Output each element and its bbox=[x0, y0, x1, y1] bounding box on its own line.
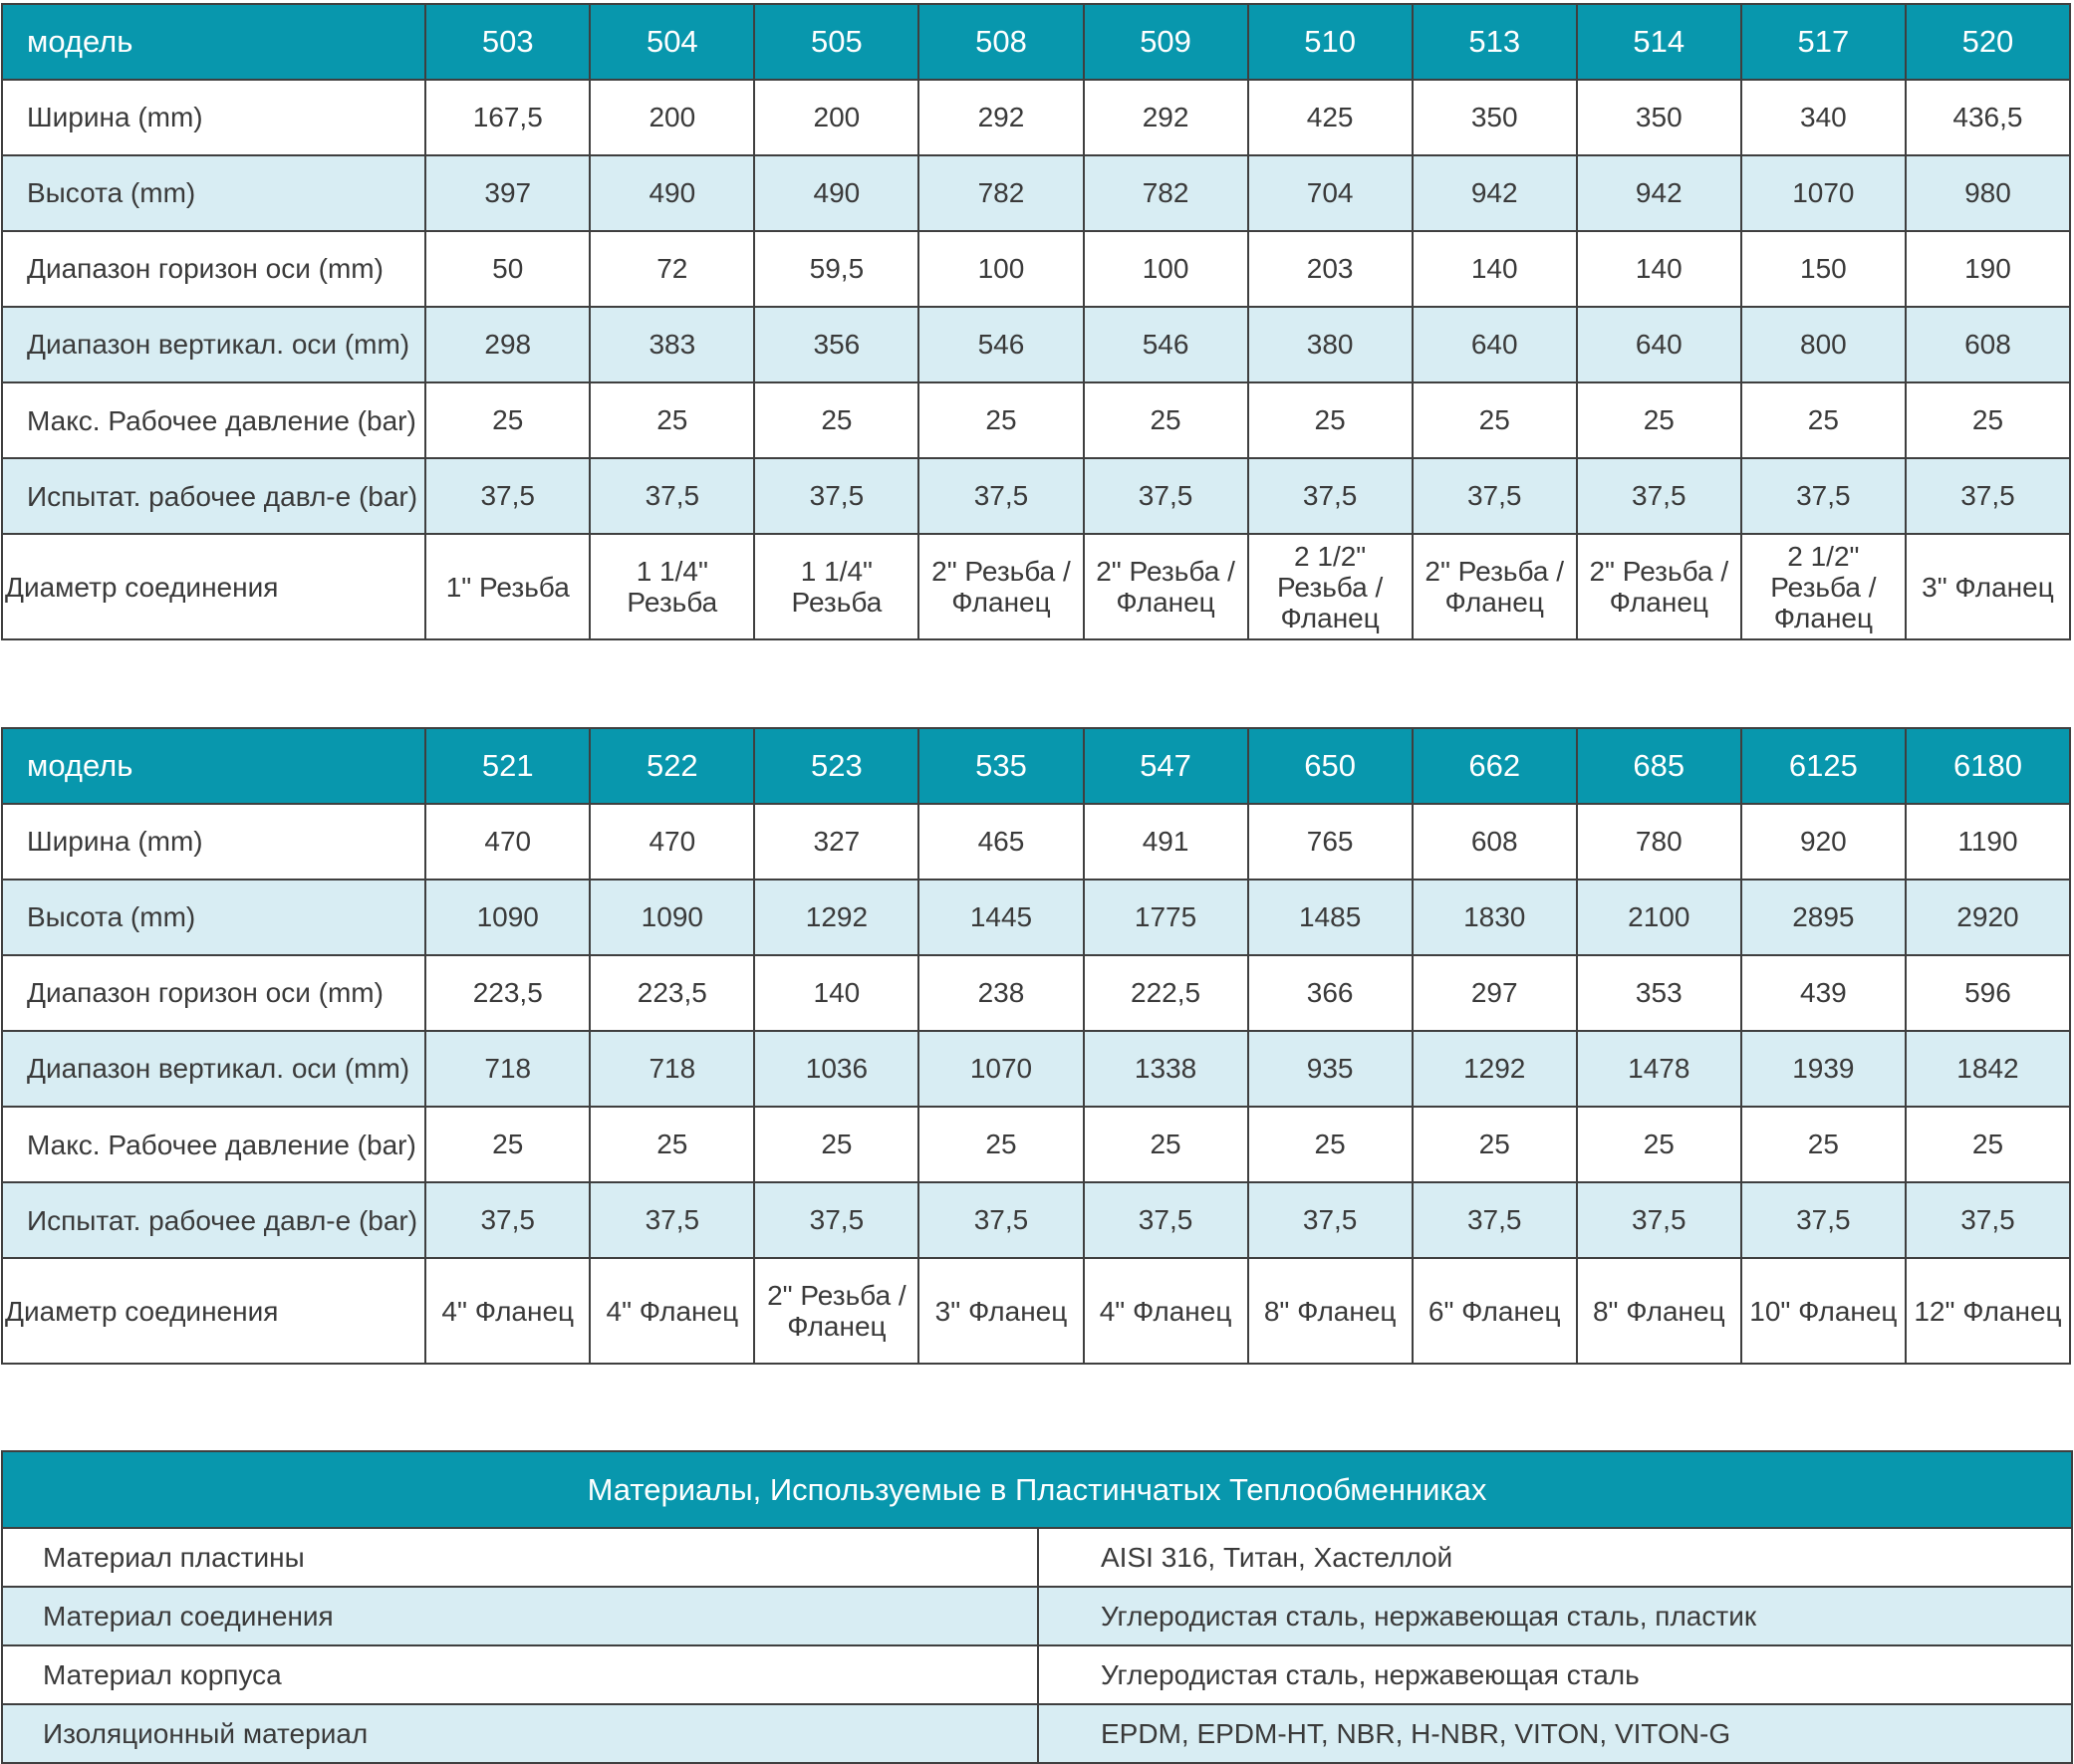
spec-cell: 942 bbox=[1577, 155, 1741, 231]
spec-cell: 37,5 bbox=[918, 458, 1083, 534]
spec-cell: 1" Резьба bbox=[425, 534, 590, 639]
spec-cell: 200 bbox=[754, 80, 918, 155]
materials-row-label: Изоляционный материал bbox=[2, 1704, 1038, 1763]
spec-cell: 3" Фланец bbox=[1906, 534, 2070, 639]
spec-cell: 25 bbox=[1577, 382, 1741, 458]
spec-cell: 10" Фланец bbox=[1741, 1258, 1906, 1364]
spec-cell: 2" Резьба / Фланец bbox=[754, 1258, 918, 1364]
spec-cell: 4" Фланец bbox=[425, 1258, 590, 1364]
materials-row-value: Углеродистая сталь, нержавеющая сталь bbox=[1038, 1645, 2072, 1704]
spec-cell: 640 bbox=[1413, 307, 1577, 382]
spec-cell: 37,5 bbox=[1413, 1182, 1577, 1258]
spec-cell: 25 bbox=[918, 382, 1083, 458]
spec-row bbox=[2, 804, 2070, 880]
spec-cell: 12" Фланец bbox=[1906, 1258, 2070, 1364]
spec-cell: 37,5 bbox=[1248, 1182, 1413, 1258]
spec-cell: 546 bbox=[1084, 307, 1248, 382]
spec-cell: 25 bbox=[425, 382, 590, 458]
spec-table-2 bbox=[1, 727, 2071, 1365]
spec-cell: 37,5 bbox=[1084, 1182, 1248, 1258]
spec-cell: 190 bbox=[1906, 231, 2070, 307]
spec-cell: 50 bbox=[425, 231, 590, 307]
spec-cell: 1190 bbox=[1906, 804, 2070, 880]
spec-cell: 470 bbox=[590, 804, 754, 880]
spec-cell: 465 bbox=[918, 804, 1083, 880]
spec-cell: 25 bbox=[425, 1107, 590, 1182]
spec-cell: 1775 bbox=[1084, 880, 1248, 955]
spec-cell: 1036 bbox=[754, 1031, 918, 1107]
spec-cell: 37,5 bbox=[590, 458, 754, 534]
spec-cell: 608 bbox=[1413, 804, 1577, 880]
spec-cell: 37,5 bbox=[590, 1182, 754, 1258]
spec-cell: 37,5 bbox=[754, 458, 918, 534]
spec-row bbox=[2, 1258, 2070, 1364]
spec-row-label: Высота (mm) bbox=[2, 880, 425, 955]
spec-cell: 439 bbox=[1741, 955, 1906, 1031]
spec-cell: 297 bbox=[1413, 955, 1577, 1031]
spec-cell: 25 bbox=[1906, 382, 2070, 458]
spec-cell: 37,5 bbox=[1413, 458, 1577, 534]
model-number: 520 bbox=[1906, 4, 2070, 80]
materials-row-value: EPDM, EPDM-HT, NBR, H-NBR, VITON, VITON-G bbox=[1038, 1704, 2072, 1763]
spec-cell: 490 bbox=[590, 155, 754, 231]
spec-cell: 25 bbox=[1084, 1107, 1248, 1182]
spec-cell: 2" Резьба / Фланец bbox=[1413, 534, 1577, 639]
spec-cell: 25 bbox=[1248, 382, 1413, 458]
spec-row-label: Ширина (mm) bbox=[2, 804, 425, 880]
spec-cell: 100 bbox=[1084, 231, 1248, 307]
spec-cell: 596 bbox=[1906, 955, 2070, 1031]
spec-row-label: Диапазон вертикал. оси (mm) bbox=[2, 307, 425, 382]
spec-cell: 2100 bbox=[1577, 880, 1741, 955]
spec-cell: 1485 bbox=[1248, 880, 1413, 955]
spec-cell: 25 bbox=[590, 1107, 754, 1182]
model-number: 522 bbox=[590, 728, 754, 804]
spec-cell: 1842 bbox=[1906, 1031, 2070, 1107]
model-number: 662 bbox=[1413, 728, 1577, 804]
spec-cell: 222,5 bbox=[1084, 955, 1248, 1031]
spec-row bbox=[2, 307, 2070, 382]
spec-cell: 2" Резьба / Фланец bbox=[918, 534, 1083, 639]
spec-cell: 350 bbox=[1413, 80, 1577, 155]
model-number: 505 bbox=[754, 4, 918, 80]
spec-cell: 425 bbox=[1248, 80, 1413, 155]
spec-cell: 3" Фланец bbox=[918, 1258, 1083, 1364]
spec-cell: 140 bbox=[754, 955, 918, 1031]
spec-cell: 25 bbox=[1413, 382, 1577, 458]
spec-row bbox=[2, 382, 2070, 458]
spec-cell: 59,5 bbox=[754, 231, 918, 307]
spec-cell: 25 bbox=[1248, 1107, 1413, 1182]
spec-row-label: Диапазон горизон оси (mm) bbox=[2, 955, 425, 1031]
materials-row bbox=[2, 1645, 2072, 1704]
spec-cell: 37,5 bbox=[1741, 458, 1906, 534]
spec-cell: 37,5 bbox=[1577, 458, 1741, 534]
spec-cell: 780 bbox=[1577, 804, 1741, 880]
spec-cell: 1830 bbox=[1413, 880, 1577, 955]
spec-row bbox=[2, 1107, 2070, 1182]
spec-row-label: Высота (mm) bbox=[2, 155, 425, 231]
model-number: 650 bbox=[1248, 728, 1413, 804]
materials-row bbox=[2, 1704, 2072, 1763]
spec-cell: 37,5 bbox=[1084, 458, 1248, 534]
spec-cell: 935 bbox=[1248, 1031, 1413, 1107]
spec-cell: 37,5 bbox=[1906, 1182, 2070, 1258]
spec-row-label: Диапазон вертикал. оси (mm) bbox=[2, 1031, 425, 1107]
spec-cell: 920 bbox=[1741, 804, 1906, 880]
model-number: 523 bbox=[754, 728, 918, 804]
spec-row-label: Испытат. рабочее давл-е (bar) bbox=[2, 458, 425, 534]
spec-cell: 8" Фланец bbox=[1577, 1258, 1741, 1364]
spec-row bbox=[2, 955, 2070, 1031]
spec-cell: 2 1/2" Резьба / Фланец bbox=[1248, 534, 1413, 639]
spec-cell: 350 bbox=[1577, 80, 1741, 155]
spec-cell: 140 bbox=[1413, 231, 1577, 307]
spec-cell: 356 bbox=[754, 307, 918, 382]
spec-row-label: Диаметр соединения bbox=[2, 534, 425, 639]
spec-cell: 2920 bbox=[1906, 880, 2070, 955]
spec-cell: 1292 bbox=[1413, 1031, 1577, 1107]
spec-cell: 167,5 bbox=[425, 80, 590, 155]
spec-cell: 2895 bbox=[1741, 880, 1906, 955]
model-number: 503 bbox=[425, 4, 590, 80]
model-header-row bbox=[2, 728, 2070, 804]
spec-cell: 37,5 bbox=[1741, 1182, 1906, 1258]
model-number: 510 bbox=[1248, 4, 1413, 80]
spec-row bbox=[2, 458, 2070, 534]
spec-cell: 223,5 bbox=[425, 955, 590, 1031]
spec-cell: 25 bbox=[1084, 382, 1248, 458]
spec-cell: 25 bbox=[1741, 1107, 1906, 1182]
spec-cell: 6" Фланец bbox=[1413, 1258, 1577, 1364]
spec-cell: 942 bbox=[1413, 155, 1577, 231]
spec-cell: 704 bbox=[1248, 155, 1413, 231]
spec-cell: 1478 bbox=[1577, 1031, 1741, 1107]
spec-row bbox=[2, 155, 2070, 231]
spec-row bbox=[2, 880, 2070, 955]
spec-cell: 546 bbox=[918, 307, 1083, 382]
spec-cell: 800 bbox=[1741, 307, 1906, 382]
spec-row-label: Макс. Рабочее давление (bar) bbox=[2, 1107, 425, 1182]
spec-row bbox=[2, 80, 2070, 155]
materials-row-label: Материал корпуса bbox=[2, 1645, 1038, 1704]
spec-cell: 340 bbox=[1741, 80, 1906, 155]
spec-cell: 1338 bbox=[1084, 1031, 1248, 1107]
spec-cell: 1090 bbox=[425, 880, 590, 955]
spec-cell: 25 bbox=[590, 382, 754, 458]
spec-cell: 223,5 bbox=[590, 955, 754, 1031]
spec-cell: 25 bbox=[1741, 382, 1906, 458]
model-number: 508 bbox=[918, 4, 1083, 80]
spec-cell: 470 bbox=[425, 804, 590, 880]
spec-cell: 37,5 bbox=[425, 1182, 590, 1258]
spec-cell: 640 bbox=[1577, 307, 1741, 382]
spec-cell: 765 bbox=[1248, 804, 1413, 880]
spec-cell: 380 bbox=[1248, 307, 1413, 382]
spec-cell: 203 bbox=[1248, 231, 1413, 307]
spec-cell: 366 bbox=[1248, 955, 1413, 1031]
spec-cell: 782 bbox=[1084, 155, 1248, 231]
spec-row bbox=[2, 534, 2070, 639]
spec-cell: 2" Резьба / Фланец bbox=[1084, 534, 1248, 639]
spec-cell: 718 bbox=[590, 1031, 754, 1107]
spec-cell: 37,5 bbox=[918, 1182, 1083, 1258]
spec-cell: 37,5 bbox=[1577, 1182, 1741, 1258]
spec-cell: 2" Резьба / Фланец bbox=[1577, 534, 1741, 639]
model-number: 535 bbox=[918, 728, 1083, 804]
spec-row bbox=[2, 231, 2070, 307]
model-number: 6125 bbox=[1741, 728, 1906, 804]
spec-cell: 72 bbox=[590, 231, 754, 307]
model-number: 685 bbox=[1577, 728, 1741, 804]
spec-cell: 140 bbox=[1577, 231, 1741, 307]
spec-row-label: Макс. Рабочее давление (bar) bbox=[2, 382, 425, 458]
spec-cell: 1070 bbox=[1741, 155, 1906, 231]
spec-cell: 1090 bbox=[590, 880, 754, 955]
model-header-row bbox=[2, 4, 2070, 80]
spec-row bbox=[2, 1031, 2070, 1107]
spec-row bbox=[2, 1182, 2070, 1258]
spec-cell: 292 bbox=[918, 80, 1083, 155]
spec-cell: 100 bbox=[918, 231, 1083, 307]
materials-table bbox=[1, 1450, 2073, 1764]
spec-cell: 200 bbox=[590, 80, 754, 155]
spec-cell: 1445 bbox=[918, 880, 1083, 955]
model-number: 547 bbox=[1084, 728, 1248, 804]
spec-cell: 4" Фланец bbox=[590, 1258, 754, 1364]
spec-cell: 25 bbox=[1413, 1107, 1577, 1182]
spec-cell: 327 bbox=[754, 804, 918, 880]
spec-cell: 353 bbox=[1577, 955, 1741, 1031]
model-header-label: модель bbox=[2, 728, 425, 804]
model-number: 521 bbox=[425, 728, 590, 804]
spec-cell: 37,5 bbox=[1248, 458, 1413, 534]
model-number: 504 bbox=[590, 4, 754, 80]
materials-row bbox=[2, 1528, 2072, 1587]
spec-cell: 490 bbox=[754, 155, 918, 231]
model-number: 514 bbox=[1577, 4, 1741, 80]
spec-row-label: Испытат. рабочее давл-е (bar) bbox=[2, 1182, 425, 1258]
spec-cell: 8" Фланец bbox=[1248, 1258, 1413, 1364]
spec-cell: 25 bbox=[918, 1107, 1083, 1182]
spec-cell: 980 bbox=[1906, 155, 2070, 231]
spec-cell: 397 bbox=[425, 155, 590, 231]
spec-cell: 1 1/4" Резьба bbox=[590, 534, 754, 639]
materials-row-value: Углеродистая сталь, нержавеющая сталь, пластик bbox=[1038, 1587, 2072, 1645]
spec-cell: 608 bbox=[1906, 307, 2070, 382]
spec-cell: 1292 bbox=[754, 880, 918, 955]
spec-cell: 1 1/4" Резьба bbox=[754, 534, 918, 639]
spec-cell: 37,5 bbox=[425, 458, 590, 534]
spec-cell: 25 bbox=[754, 382, 918, 458]
spec-cell: 298 bbox=[425, 307, 590, 382]
spec-cell: 436,5 bbox=[1906, 80, 2070, 155]
spec-cell: 37,5 bbox=[1906, 458, 2070, 534]
materials-row-label: Материал соединения bbox=[2, 1587, 1038, 1645]
spec-cell: 25 bbox=[1906, 1107, 2070, 1182]
spec-cell: 292 bbox=[1084, 80, 1248, 155]
model-number: 509 bbox=[1084, 4, 1248, 80]
spec-cell: 1939 bbox=[1741, 1031, 1906, 1107]
spec-row-label: Диаметр соединения bbox=[2, 1258, 425, 1364]
model-header-label: модель bbox=[2, 4, 425, 80]
spec-cell: 25 bbox=[754, 1107, 918, 1182]
materials-row-label: Материал пластины bbox=[2, 1528, 1038, 1587]
spec-table-1 bbox=[1, 3, 2071, 640]
spec-cell: 37,5 bbox=[754, 1182, 918, 1258]
spec-cell: 25 bbox=[1577, 1107, 1741, 1182]
spec-row-label: Диапазон горизон оси (mm) bbox=[2, 231, 425, 307]
materials-row bbox=[2, 1587, 2072, 1645]
materials-header-row bbox=[2, 1451, 2072, 1528]
spec-row-label: Ширина (mm) bbox=[2, 80, 425, 155]
spec-cell: 1070 bbox=[918, 1031, 1083, 1107]
spec-cell: 491 bbox=[1084, 804, 1248, 880]
spec-cell: 4" Фланец bbox=[1084, 1258, 1248, 1364]
model-number: 6180 bbox=[1906, 728, 2070, 804]
model-number: 513 bbox=[1413, 4, 1577, 80]
materials-title: Материалы, Используемые в Пластинчатых Теплообменниках bbox=[2, 1451, 2072, 1528]
model-number: 517 bbox=[1741, 4, 1906, 80]
spec-cell: 150 bbox=[1741, 231, 1906, 307]
materials-row-value: AISI 316, Титан, Хастеллой bbox=[1038, 1528, 2072, 1587]
spec-cell: 238 bbox=[918, 955, 1083, 1031]
spec-cell: 782 bbox=[918, 155, 1083, 231]
spec-cell: 2 1/2" Резьба / Фланец bbox=[1741, 534, 1906, 639]
spec-cell: 718 bbox=[425, 1031, 590, 1107]
spec-cell: 383 bbox=[590, 307, 754, 382]
